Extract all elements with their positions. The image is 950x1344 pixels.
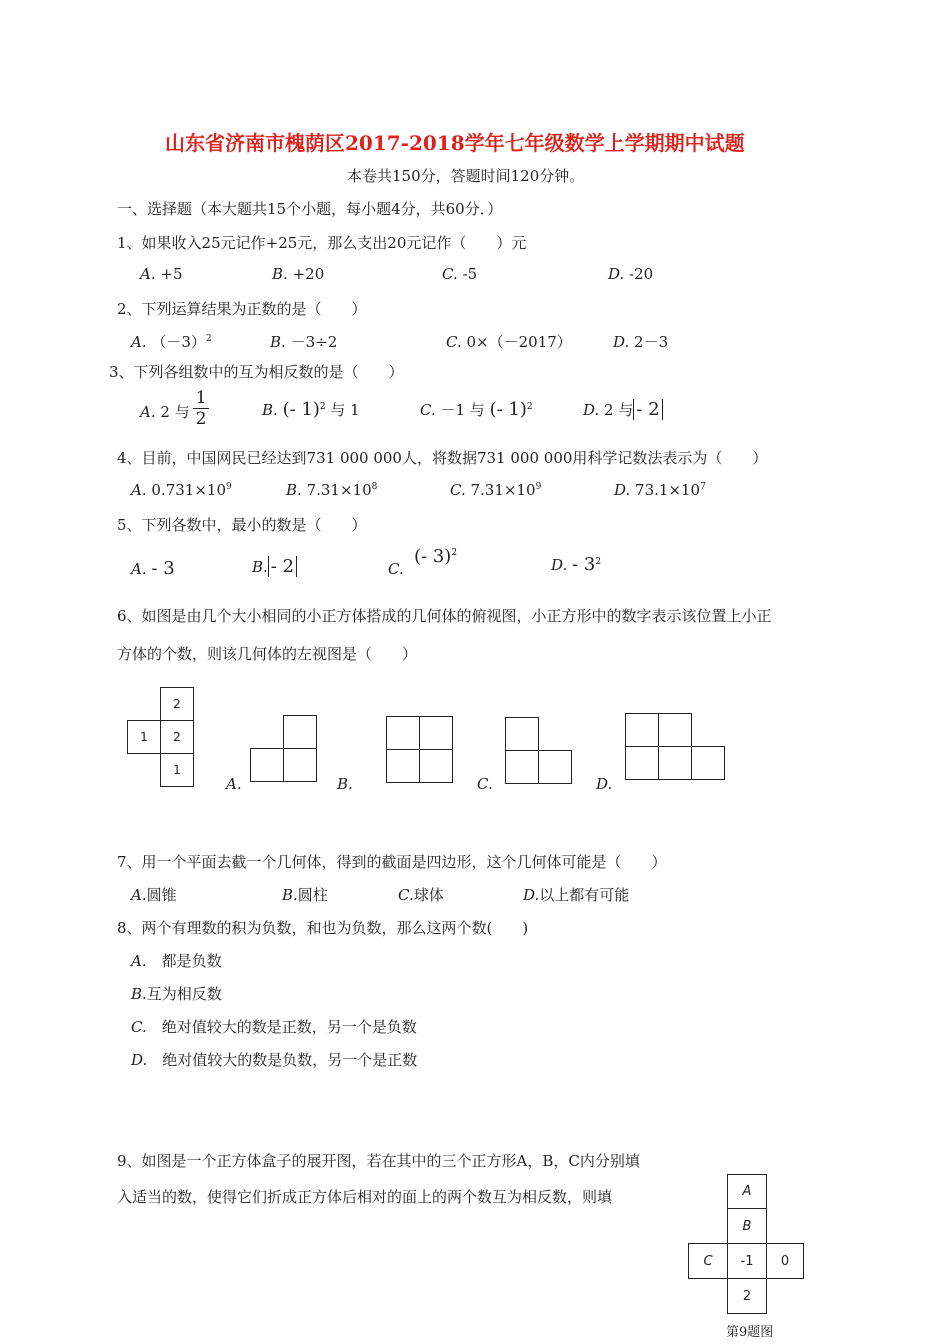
q8-option-c: C. 绝对值较大的数是正数，另一个是负数: [131, 1018, 417, 1036]
net-cell-two: 2: [727, 1278, 767, 1314]
fraction-numerator: 1: [193, 388, 209, 409]
q3-option-b: B. (- 1)$^2$ 与 1: [262, 399, 360, 420]
q2-stem: 2、下列运算结果为正数的是（ ）: [117, 300, 367, 318]
q4-stem: 4、目前，中国网民已经达到731 000 000人，将数据731 000 000用科学记数法表示为（ ）: [117, 449, 768, 467]
page-title: 山东省济南市槐荫区2017-2018学年七年级数学上学期期中试题: [165, 131, 745, 155]
q1-stem: 1、如果收入25元记作+25元，那么支出20元记作（ ）元: [117, 234, 527, 252]
net-cell-c: C: [688, 1243, 728, 1279]
q7-stem: 7、用一个平面去截一个几何体，得到的截面是四边形，这个几何体可能是（ ）: [117, 853, 667, 871]
exam-info: 本卷共150分，答题时间120分钟。: [347, 167, 585, 185]
q4-option-d: D. $73.1\times 10^7$: [614, 481, 706, 499]
q1-option-d: D. -20: [608, 265, 654, 283]
view-square: [625, 746, 659, 780]
q3-option-a: A. 2 与: [140, 403, 190, 421]
q5-option-d: D. - $3^2$: [551, 554, 602, 575]
q8-stem: 8、两个有理数的积为负数，和也为负数，那么这两个数( ): [117, 919, 529, 937]
view-square: [386, 749, 420, 783]
q8-option-a: A. 都是负数: [131, 952, 222, 970]
q7-option-d: D.以上都有可能: [523, 886, 630, 904]
view-square: [386, 716, 420, 750]
q3-option-d: D. 2 与 - 2: [583, 399, 663, 420]
net-cell-minus-one: -1: [727, 1243, 767, 1279]
net-cell-b: B: [727, 1208, 767, 1244]
view-square: [419, 716, 453, 750]
q9-figure-caption: 第9题图: [726, 1325, 774, 1340]
section-heading: 一、选择题（本大题共15个小题，每小题4分，共60分．）: [117, 200, 503, 218]
q5-option-b: B. - 2: [252, 556, 297, 577]
q6-stem-line2: 方体的个数，则该几何体的左视图是（ ）: [117, 645, 418, 663]
q6-option-c-label: C.: [477, 775, 493, 793]
q5-option-c-label: C.: [388, 560, 404, 578]
view-square: [419, 749, 453, 783]
view-square: [505, 717, 539, 751]
q8-option-b: B.互为相反数: [131, 985, 222, 1003]
top-view-cell: 1: [160, 753, 194, 787]
view-square: [538, 750, 572, 784]
q5-stem: 5、下列各数中，最小的数是（ ）: [117, 516, 367, 534]
q6-option-d-label: D.: [596, 775, 613, 793]
view-square: [505, 750, 539, 784]
q4-option-c: C. $7.31\times 10^9$: [450, 481, 542, 499]
view-square: [250, 748, 284, 782]
q6-option-b-label: B.: [337, 775, 353, 793]
q3-stem: 3、下列各组数中的互为相反数的是（ ）: [109, 363, 404, 381]
q1-option-b: B. +20: [272, 265, 325, 283]
q3-option-c: C. －1 与 (- 1)$^2$: [420, 399, 533, 420]
q4-option-a: A. $0.731\times 10^9$: [131, 481, 232, 499]
q6-stem-line1: 6、如图是由几个大小相同的小正方体搭成的几何体的俯视图，小正方形中的数字表示该位置上小正: [117, 607, 772, 625]
q8-option-d: D. 绝对值较大的数是负数，另一个是正数: [131, 1051, 418, 1069]
q9-stem-line2: 入适当的数，使得它们折成正方体后相对的面上的两个数互为相反数，则填: [117, 1188, 613, 1206]
q1-option-c: C. -5: [442, 265, 478, 283]
view-square: [658, 713, 692, 747]
q2-option-b: B. －3÷2: [270, 333, 338, 351]
view-square: [283, 748, 317, 782]
q9-stem-line1: 9、如图是一个正方体盒子的展开图，若在其中的三个正方形A，B，C内分别填: [117, 1152, 640, 1170]
view-square: [625, 713, 659, 747]
q2-option-a: A. $(-3)^2$: [131, 333, 212, 351]
fraction-denominator: 2: [195, 409, 207, 429]
top-view-cell: 1: [127, 720, 161, 754]
view-square: [283, 715, 317, 749]
view-square: [658, 746, 692, 780]
q2-option-c: C. 0×（－2017）: [446, 333, 572, 351]
net-cell-zero: 0: [766, 1243, 804, 1279]
top-view-cell: 2: [160, 687, 194, 721]
view-square: [691, 746, 725, 780]
q7-option-b: B.圆柱: [282, 886, 328, 904]
q6-option-a-label: A.: [226, 775, 242, 793]
q4-option-b: B. $7.31\times 10^8$: [286, 481, 378, 499]
q3-fraction: [193, 388, 209, 429]
top-view-cell: 2: [160, 720, 194, 754]
q7-option-c: C.球体: [398, 886, 444, 904]
q7-option-a: A.圆锥: [131, 886, 177, 904]
net-cell-a: A: [727, 1174, 767, 1209]
q2-option-d: D. 2－3: [613, 333, 669, 351]
q5-option-a: A. - 3: [131, 558, 175, 579]
q5-option-c: (- 3)$^2$: [414, 546, 458, 567]
q1-option-a: A. +5: [140, 265, 183, 283]
